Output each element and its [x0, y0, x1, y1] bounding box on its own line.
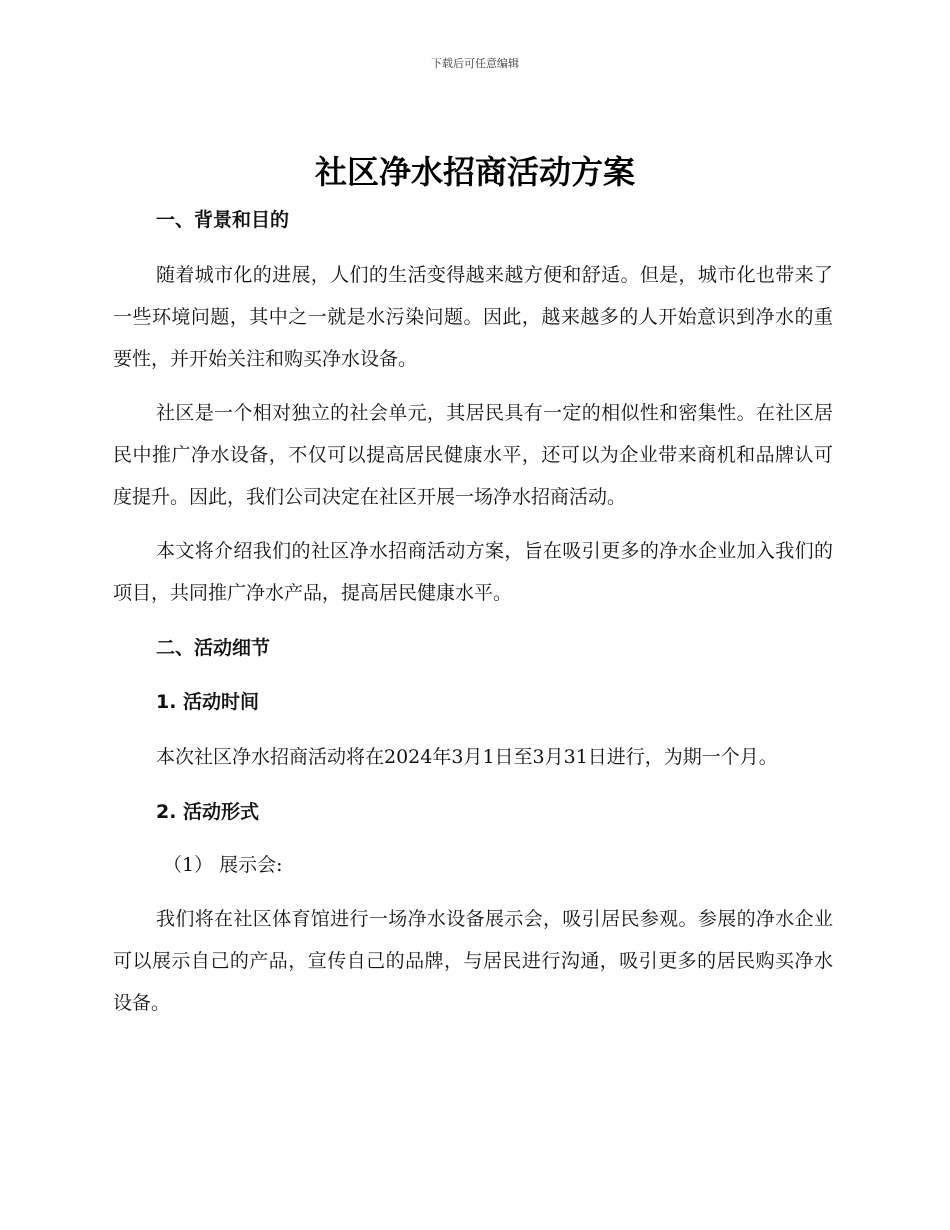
subheading-activity-time: 1. 活动时间: [156, 691, 260, 713]
list-item-exhibition: （1） 展示会:: [163, 854, 283, 876]
paragraph-background-1: 随着城市化的进展，人们的生活变得越来越方便和舒适。但是，城市化也带来了一些环境问题，其中之一就是水污染问题。因此，越来越多的人开始意识到净水的重要性，并开始关注和购买净水设备。: [113, 264, 833, 370]
page-header-note: 下载后可任意编辑: [431, 57, 519, 70]
paragraph-background-2: 社区是一个相对独立的社会单元，其居民具有一定的相似性和密集性。在社区居民中推广净水设备，不仅可以提高居民健康水平，还可以为企业带来商机和品牌认可度提升。因此，我们公司决定在社区开展一场净水招商活动。: [113, 402, 833, 508]
paragraph-background-3: 本文将介绍我们的社区净水招商活动方案，旨在吸引更多的净水企业加入我们的项目，共同推广净水产品，提高居民健康水平。: [113, 540, 833, 604]
paragraph-exhibition: 我们将在社区体育馆进行一场净水设备展示会，吸引居民参观。参展的净水企业可以展示自己的产品，宣传自己的品牌，与居民进行沟通，吸引更多的居民购买净水设备。: [113, 908, 833, 1014]
section-heading-details: 二、活动细节: [156, 637, 271, 659]
paragraph-activity-time: 本次社区净水招商活动将在2024年3月1日至3月31日进行，为期一个月。: [156, 746, 778, 768]
document-title: 社区净水招商活动方案: [314, 153, 635, 191]
section-heading-background: 一、背景和目的: [156, 209, 290, 231]
document-body: [113, 200, 833, 1024]
subheading-activity-form: 2. 活动形式: [156, 801, 260, 823]
